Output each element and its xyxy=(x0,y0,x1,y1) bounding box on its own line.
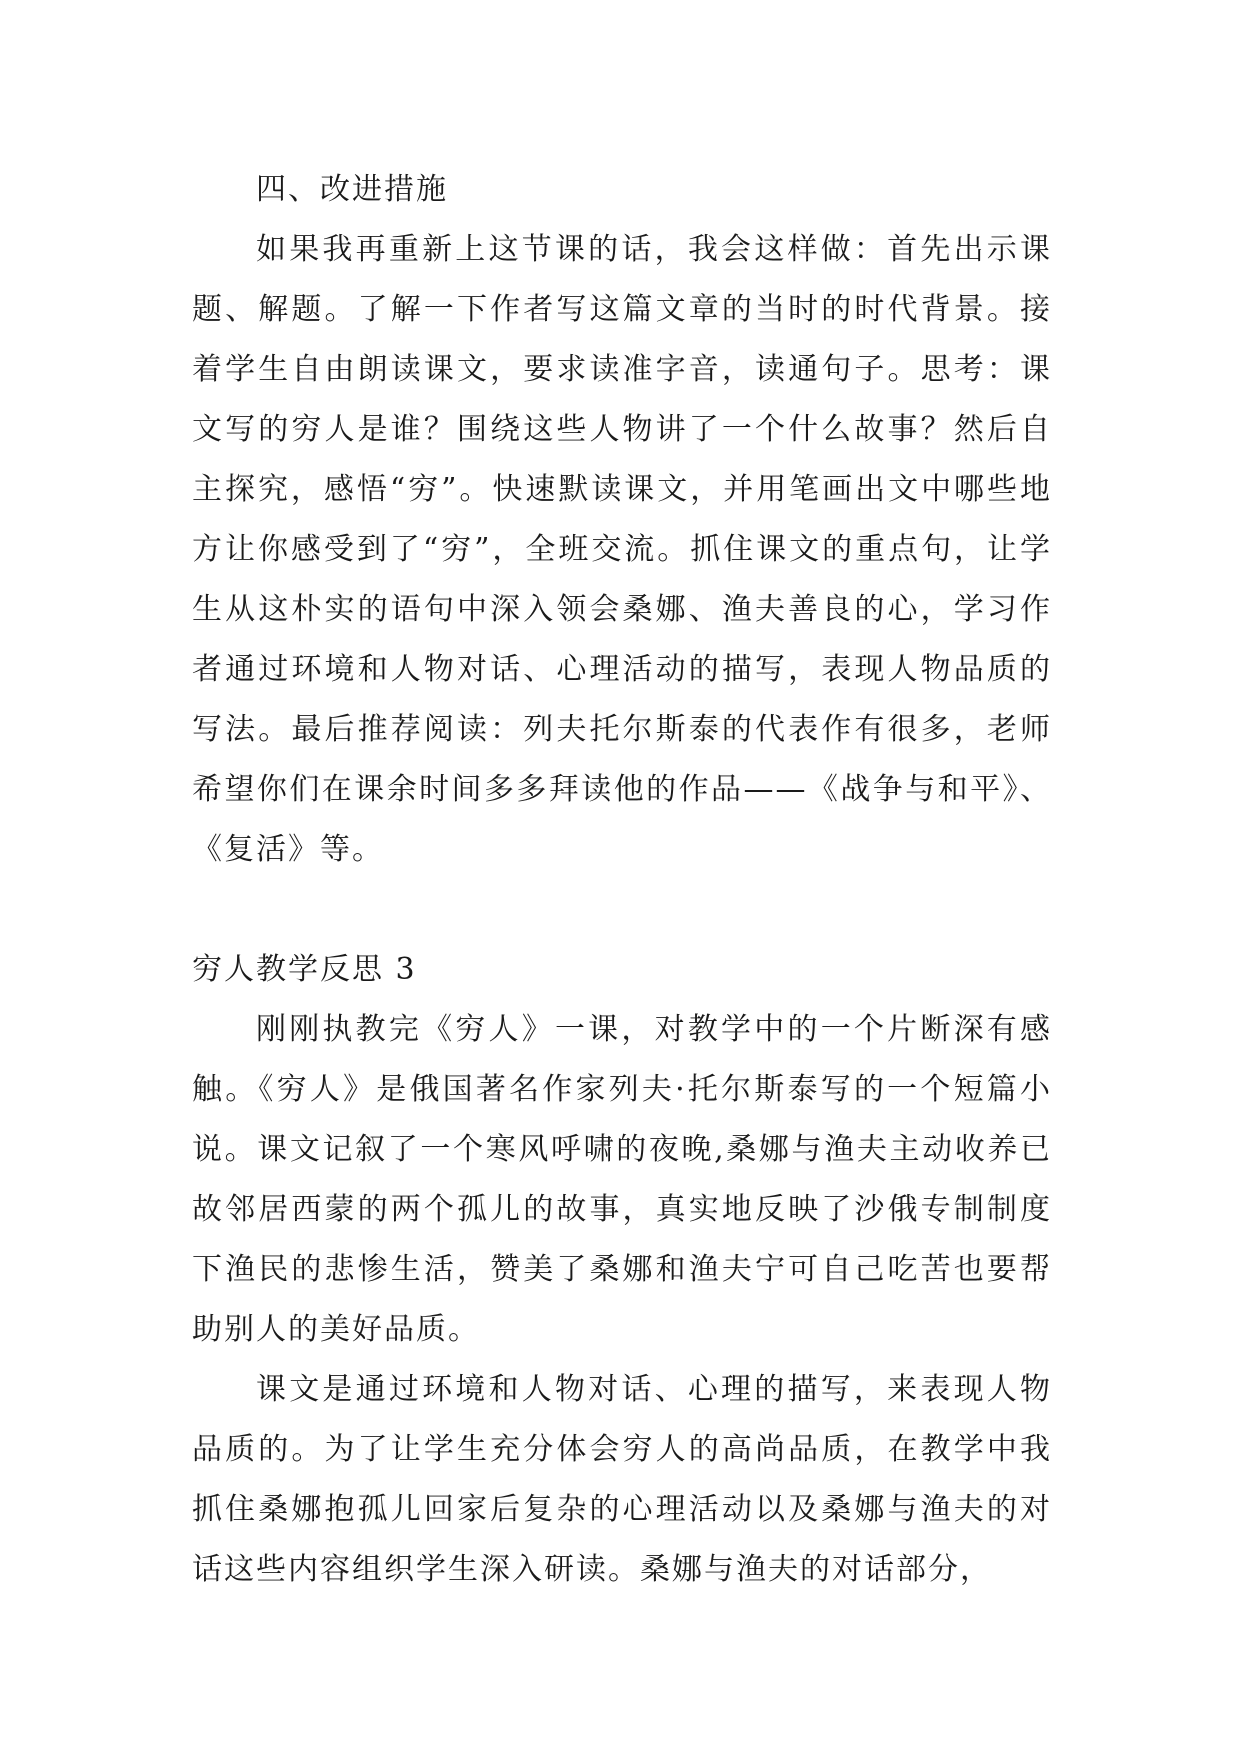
reflection-paragraph-2: 课文是通过环境和人物对话、心理的描写，来表现人物品质的。为了让学生充分体会穷人的高尚品质，在教学中我抓住桑娜抱孤儿回家后复杂的心理活动以及桑娜与渔夫的对话这些内容组织学生深入研读。桑娜与渔夫的对话部分， xyxy=(192,1372,1052,1587)
improvement-paragraph: 如果我再重新上这节课的话，我会这样做：首先出示课题、解题。了解一下作者写这篇文章的当时的时代背景。接着学生自由朗读课文，要求读准字音，读通句子。思考：课文写的穷人是谁？围绕这些人物讲了一个什么故事？然后自主探究，感悟“穷”。快速默读课文，并用笔画出文中哪些地方让你感受到了“穷”，全班交流。抓住课文的重点句，让学生从这朴实的语句中深入领会桑娜、渔夫善良的心，学习作者通过环境和人物对话、心理活动的描写，表现人物品质的写法。最后推荐阅读：列夫托尔斯泰的代表作有很多，老师希望你们在课余时间多多拜读他的作品——《战争与和平》、《复活》等。 xyxy=(192,232,1052,867)
reflection-paragraph-1: 刚刚执教完《穷人》一课，对教学中的一个片断深有感触。《穷人》是俄国著名作家列夫·托尔斯泰写的一个短篇小说。课文记叙了一个寒风呼啸的夜晚,桑娜与渔夫主动收养已故邻居西蒙的两个孤儿的故事，真实地反映了沙俄专制制度下渔民的悲惨生活，赞美了桑娜和渔夫宁可自己吃苦也要帮助别人的美好品质。 xyxy=(192,1012,1052,1347)
reflection-title: 穷人教学反思 3 xyxy=(192,952,417,987)
section-heading: 四、改进措施 xyxy=(256,172,448,207)
document-body xyxy=(192,160,1052,1600)
